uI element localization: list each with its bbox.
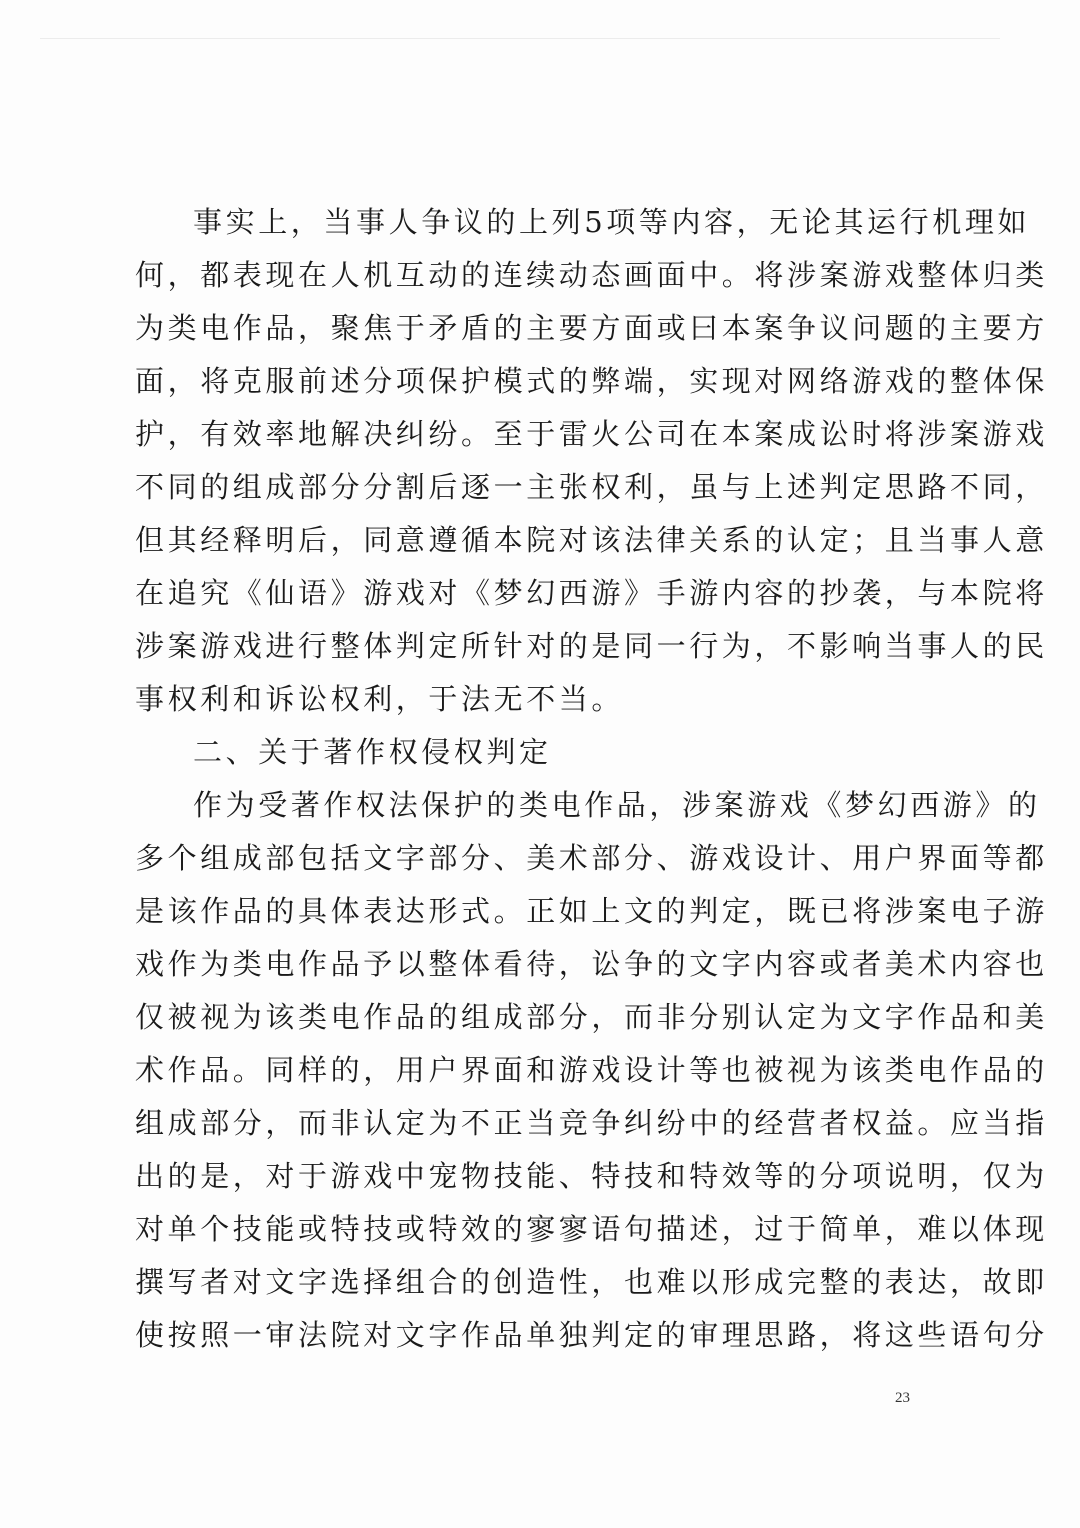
text-line: 不同的组成部分分割后逐一主张权利，虽与上述判定思路不同， xyxy=(135,470,1048,504)
text-line: 组成部分，而非认定为不正当竞争纠纷中的经营者权益。应当指 xyxy=(135,1106,1048,1140)
section-heading: 二、关于著作权侵权判定 xyxy=(193,735,552,769)
page-number: 23 xyxy=(895,1390,910,1406)
text-line: 何，都表现在人机互动的连续动态画面中。将涉案游戏整体归类 xyxy=(135,258,1048,292)
text-line: 事实上，当事人争议的上列5项等内容，无论其运行机理如 xyxy=(193,205,1031,239)
text-line: 在追究《仙语》游戏对《梦幻西游》手游内容的抄袭，与本院将 xyxy=(135,576,1048,610)
text-line: 仅被视为该类电作品的组成部分，而非分别认定为文字作品和美 xyxy=(135,1000,1048,1034)
text-line: 是该作品的具体表达形式。正如上文的判定，既已将涉案电子游 xyxy=(135,894,1048,928)
document-body xyxy=(135,196,1048,1362)
text-line: 作为受著作权法保护的类电作品，涉案游戏《梦幻西游》的 xyxy=(193,788,1041,822)
text-line: 事权利和诉讼权利，于法无不当。 xyxy=(135,682,625,716)
text-line: 使按照一审法院对文字作品单独判定的审理思路，将这些语句分 xyxy=(135,1318,1048,1352)
text-line: 护，有效率地解决纠纷。至于雷火公司在本案成讼时将涉案游戏 xyxy=(135,417,1048,451)
text-line: 对单个技能或特技或特效的寥寥语句描述，过于简单，难以体现 xyxy=(135,1212,1048,1246)
text-line: 为类电作品，聚焦于矛盾的主要方面或曰本案争议问题的主要方 xyxy=(135,311,1048,345)
text-line: 戏作为类电作品予以整体看待，讼争的文字内容或者美术内容也 xyxy=(135,947,1048,981)
text-line: 出的是，对于游戏中宠物技能、特技和特效等的分项说明，仅为 xyxy=(135,1159,1048,1193)
text-line: 涉案游戏进行整体判定所针对的是同一行为，不影响当事人的民 xyxy=(135,629,1048,663)
text-line: 撰写者对文字选择组合的创造性，也难以形成完整的表达，故即 xyxy=(135,1265,1048,1299)
scan-edge-line xyxy=(40,38,1000,39)
text-line: 面，将克服前述分项保护模式的弊端，实现对网络游戏的整体保 xyxy=(135,364,1048,398)
text-line: 但其经释明后，同意遵循本院对该法律关系的认定；且当事人意 xyxy=(135,523,1048,557)
text-line: 术作品。同样的，用户界面和游戏设计等也被视为该类电作品的 xyxy=(135,1053,1048,1087)
text-line: 多个组成部包括文字部分、美术部分、游戏设计、用户界面等都 xyxy=(135,841,1048,875)
